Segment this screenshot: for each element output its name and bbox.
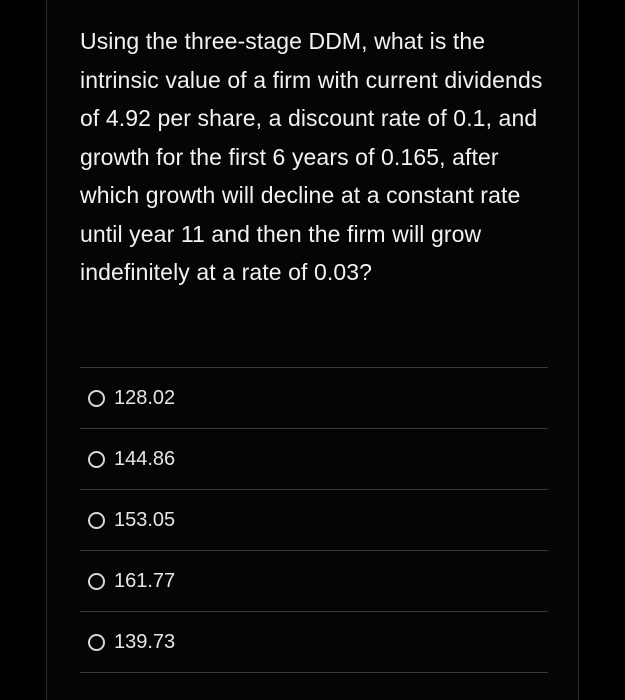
answer-option-label: 144.86 [114,448,176,470]
answer-option-label: 139.73 [114,631,176,653]
question-panel [46,0,579,700]
answer-option-label: 153.05 [114,509,176,531]
answer-option-5[interactable] [80,612,548,673]
radio-button-icon[interactable] [88,390,105,407]
answer-option-label: 128.02 [114,387,176,409]
answer-option-4[interactable] [80,551,548,612]
answer-options [80,367,548,673]
radio-button-icon[interactable] [88,573,105,590]
radio-button-icon[interactable] [88,634,105,651]
answer-option-3[interactable] [80,490,548,551]
answer-option-label: 161.77 [114,570,176,592]
question-text: Using the three-stage DDM, what is the intrinsic value of a firm with current dividends of 4.92 per share, a discount rate of 0.1, and growth for the first 6 years of 0.165, after which growth will decline at a constant rate until year 11 and then the firm will grow indefinitely at a rate of 0.03? [80,28,543,285]
radio-button-icon[interactable] [88,512,105,529]
answer-option-1[interactable] [80,368,548,429]
radio-button-icon[interactable] [88,451,105,468]
answer-option-2[interactable] [80,429,548,490]
